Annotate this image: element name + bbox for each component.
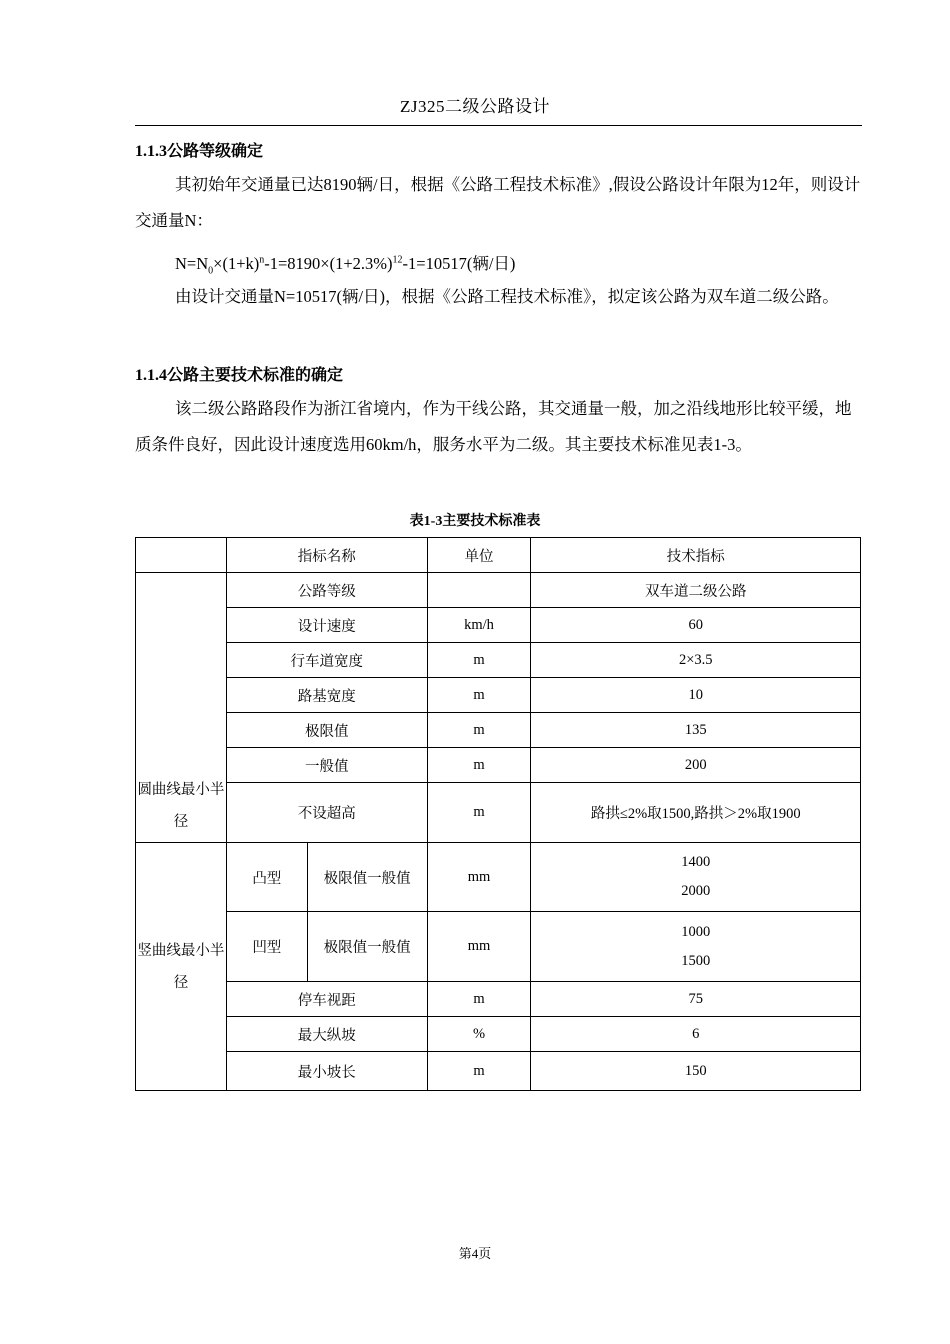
header-rule [135, 125, 862, 126]
table-caption: 表1-3主要技术标准表 [409, 514, 541, 529]
paragraph-traffic-volume: 其初始年交通量已达8190辆/日，根据《公路工程技术标准》,假设公路设计年限为12年，则设计交通量N： [135, 175, 861, 230]
header-cell: 单位 [427, 538, 531, 573]
table-row: 凹型 极限值一般值 mm 1000 1500 [136, 912, 861, 982]
table-header-row [136, 538, 861, 573]
table-corner-cell [136, 538, 227, 573]
group-label-circular-curve: 圆曲线最小半径 [136, 573, 227, 843]
section-heading-114: 1.1.4公路主要技术标准的确定 [135, 367, 344, 384]
header-cell: 指标名称 [226, 538, 427, 573]
section-heading-113: 1.1.3公路等级确定 [135, 143, 264, 160]
header-cell: 技术指标 [531, 538, 861, 573]
group-label-vertical-curve: 竖曲线最小半径 [136, 843, 227, 1091]
table-row: 一般值 m 200 [136, 748, 861, 783]
paragraph-standards: 该二级公路路段作为浙江省境内，作为干线公路，其交通量一般，加之沿线地形比较平缓，地质条件良好，因此设计速度选用60km/h，服务水平为二级。其主要技术标准见表1-3。 [135, 399, 852, 454]
table-row: 极限值 m 135 [136, 713, 861, 748]
formula-design-traffic: $N=N_0\times(1+k)^n-1=8190\times(1+2.3\%)^{12}-1=10517$(辆/日) [175, 254, 516, 277]
page-number: 第4页 [458, 1246, 492, 1261]
table-row: 圆曲线最小半径 公路等级 双车道二级公路 [136, 573, 861, 608]
table-row: 不设超高 m 路拱≤2%取1500,路拱＞2%取1900 [136, 783, 861, 843]
paragraph-road-grade: 由设计交通量N=10517(辆/日)，根据《公路工程技术标准》，拟定该公路为双车道二级公路。 [175, 287, 839, 306]
page-header-title: ZJ325二级公路设计 [400, 97, 550, 116]
table-row: 设计速度 km/h 60 [136, 608, 861, 643]
table-row: 路基宽度 m 10 [136, 678, 861, 713]
table-row: 最大纵坡 % 6 [136, 1017, 861, 1052]
table-row: 最小坡长 m 150 [136, 1052, 861, 1091]
table-row: 停车视距 m 75 [136, 982, 861, 1017]
technical-standards-table [135, 537, 861, 1091]
table-row: 竖曲线最小半径 凸型 极限值一般值 mm 1400 2000 [136, 843, 861, 912]
table-row: 行车道宽度 m 2×3.5 [136, 643, 861, 678]
